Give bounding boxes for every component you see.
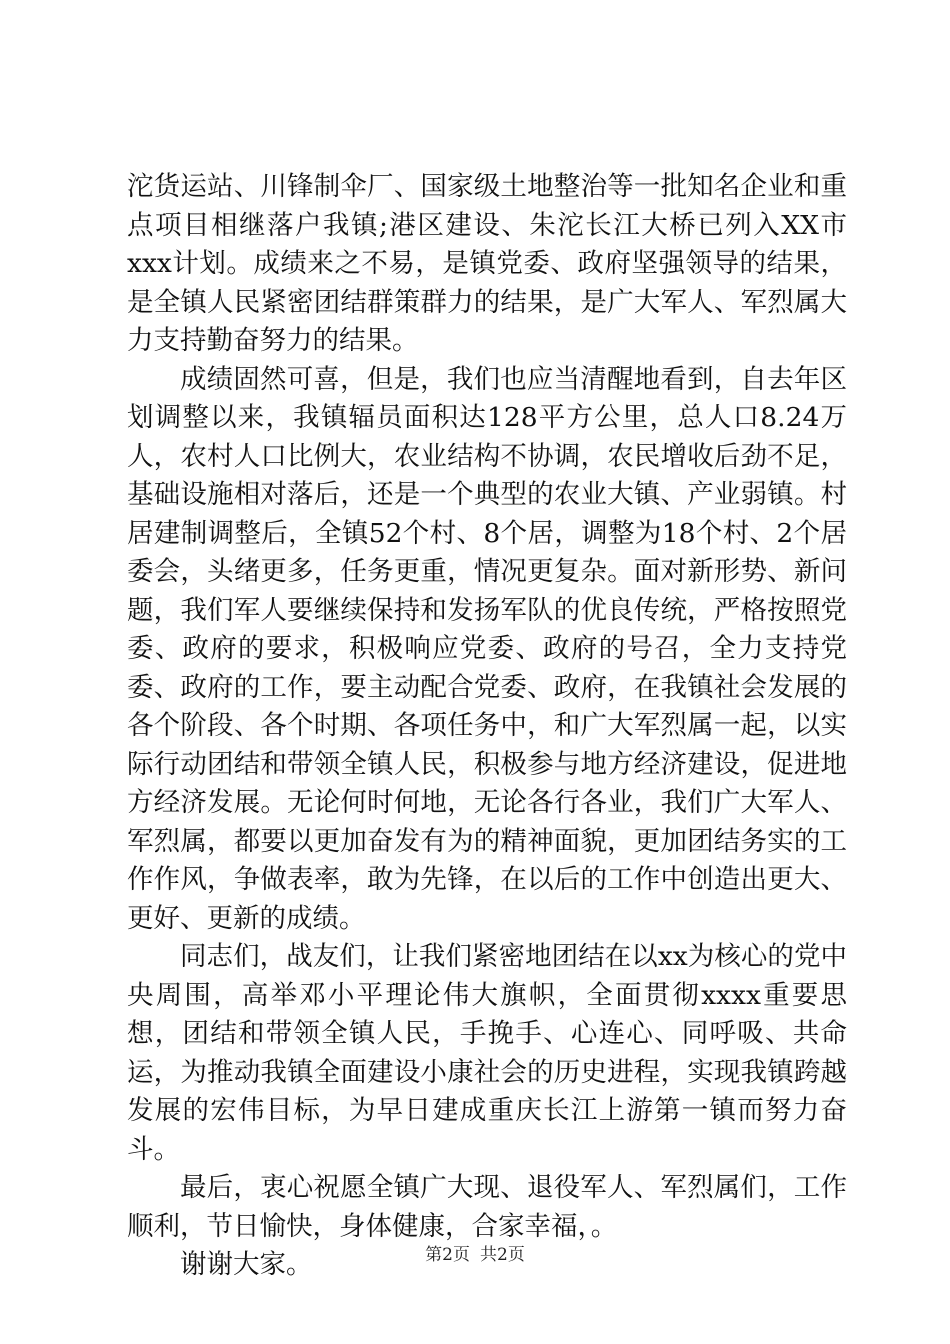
paragraph-thanks: 谢谢大家。 — [180, 1249, 313, 1280]
page-total: 共2页 — [480, 1245, 525, 1265]
document-body — [127, 168, 847, 1285]
page-number: 第2页 — [425, 1245, 470, 1265]
paragraph-continuation: 沱货运站、川锋制伞厂、国家级土地整治等一批知名企业和重点项目相继落户我镇;港区建设、朱沱长江大桥已列入XX市xxx计划。成绩来之不易，是镇党委、政府坚强领导的结果，是全镇人民紧密团结群策群力的结果，是广大军人、军烈属大力支持勤奋努力的结果。 — [127, 171, 847, 356]
paragraph-call-to-action: 同志们，战友们，让我们紧密地团结在以xx为核心的党中央周围，高举邓小平理论伟大旗帜，全面贯彻xxxx重要思想，团结和带领全镇人民，手挽手、心连心、同呼吸、共命运，为推动我镇全面建设小康社会的历史进程，实现我镇跨越发展的宏伟目标，为早日建成重庆长江上游第一镇而努力奋斗。 — [127, 941, 847, 1165]
paragraph-wishes: 最后，衷心祝愿全镇广大现、退役军人、军烈属们，工作顺利，节日愉快，身体健康，合家幸福，。 — [127, 1172, 847, 1242]
page-footer — [0, 1240, 950, 1265]
paragraph-achievements-caution: 成绩固然可喜，但是，我们也应当清醒地看到，自去年区划调整以来，我镇辐员面积达128平方公里，总人口8.24万人，农村人口比例大，农业结构不协调，农民增收后劲不足，基础设施相对落后，还是一个典型的农业大镇、产业弱镇。村居建制调整后，全镇52个村、8个居，调整为18个村、2个居委会，头绪更多，任务更重，情况更复杂。面对新形势、新问题，我们军人要继续保持和发扬军队的优良传统，严格按照党委、政府的要求，积极响应党委、政府的号召，全力支持党委、政府的工作，要主动配合党委、政府，在我镇社会发展的各个阶段、各个时期、各项任务中，和广大军烈属一起，以实际行动团结和带领全镇人民，积极参与地方经济建设，促进地方经济发展。无论何时何地，无论各行各业，我们广大军人、军烈属，都要以更加奋发有为的精神面貌，更加团结务实的工作作风，争做表率，敢为先锋，在以后的工作中创造出更大、更好、更新的成绩。 — [127, 363, 847, 934]
